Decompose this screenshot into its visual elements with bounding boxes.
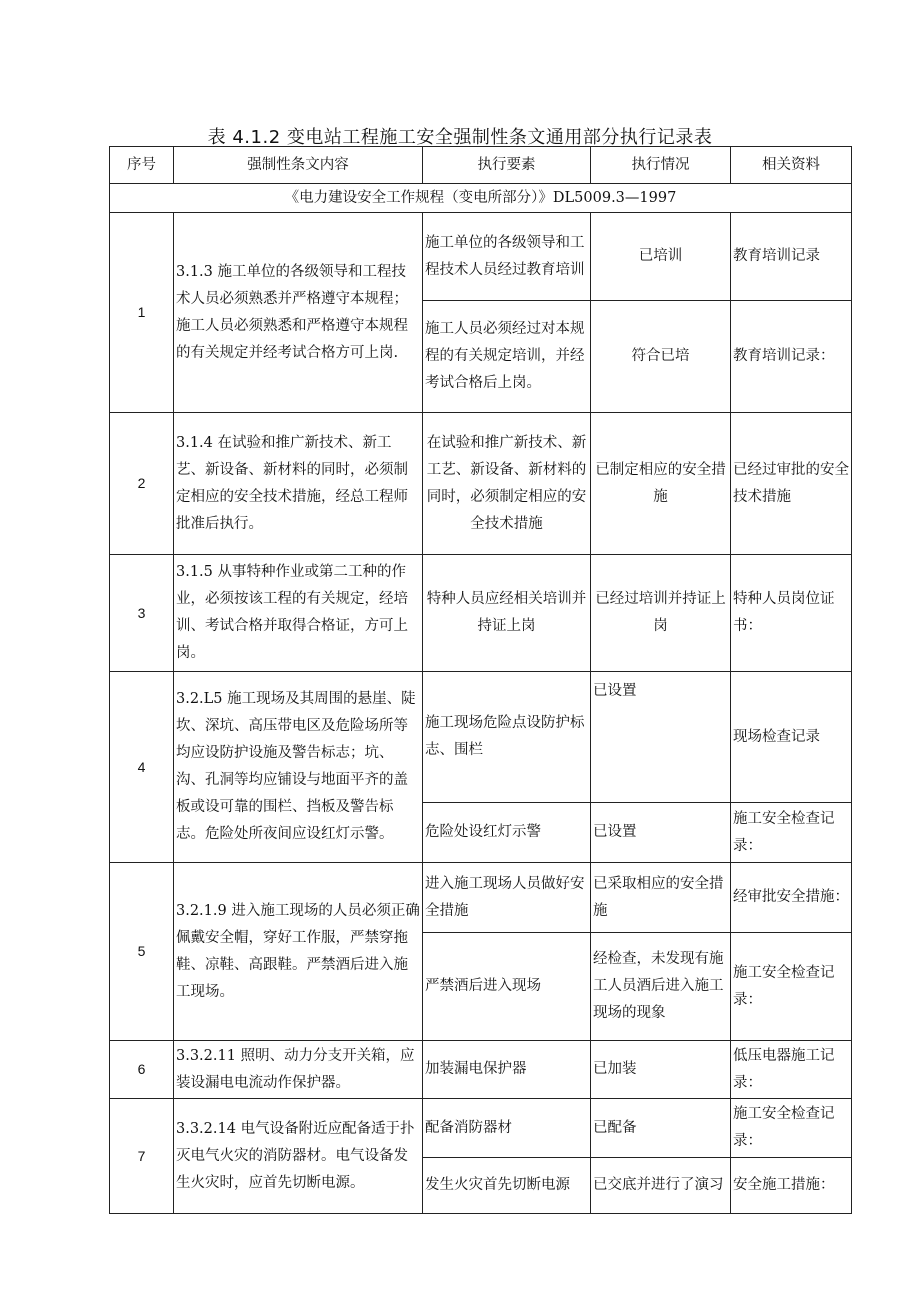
docs-cell: 经审批安全措施： bbox=[731, 863, 852, 933]
docs-cell: 施工安全检查记录： bbox=[731, 1099, 852, 1158]
element-cell: 危险处设红灯示警 bbox=[423, 803, 591, 863]
rule-text: 3.2.L5 施工现场及其周围的悬崖、陡坎、深坑、高压带电区及危险场所等均应设防护设施及警告标志；坑、沟、孔洞等均应铺设与地面平齐的盖板或设可靠的围栏、挡板及警告标志。危险处所夜间应设红灯示警。 bbox=[174, 672, 423, 863]
rule-text: 3.1.5 从事特种作业或第二工种的作业，必须按该工程的有关规定，经培训、考试合格并取得合格证，方可上岗。 bbox=[174, 555, 423, 672]
docs-cell: 现场检查记录 bbox=[731, 672, 852, 803]
docs-cell: 教育培训记录 bbox=[731, 213, 852, 301]
table-row bbox=[110, 555, 852, 672]
element-cell: 进入施工现场人员做好安全措施 bbox=[423, 863, 591, 933]
element-cell: 发生火灾首先切断电源 bbox=[423, 1158, 591, 1214]
element-cell: 加装漏电保护器 bbox=[423, 1041, 591, 1099]
element-cell: 在试验和推广新技术、新工艺、新设备、新材料的同时，必须制定相应的安全技术措施 bbox=[423, 413, 591, 555]
header-element: 执行要素 bbox=[423, 147, 591, 184]
rule-text: 3.3.2.11 照明、动力分支开关箱，应装设漏电电流动作保护器。 bbox=[174, 1041, 423, 1099]
header-no: 序号 bbox=[110, 147, 174, 184]
header-docs: 相关资料 bbox=[731, 147, 852, 184]
header-status: 执行情况 bbox=[591, 147, 731, 184]
status-cell: 已制定相应的安全措施 bbox=[591, 413, 731, 555]
row-number: 6 bbox=[110, 1041, 174, 1099]
status-cell: 已配备 bbox=[591, 1099, 731, 1158]
status-cell: 已交底并进行了演习 bbox=[591, 1158, 731, 1214]
docs-cell: 教育培训记录： bbox=[731, 301, 852, 413]
docs-cell: 施工安全检查记录： bbox=[731, 933, 852, 1041]
element-cell: 施工单位的各级领导和工程技术人员经过教育培训 bbox=[423, 213, 591, 301]
docs-cell: 特种人员岗位证书： bbox=[731, 555, 852, 672]
header-rule: 强制性条文内容 bbox=[174, 147, 423, 184]
status-cell: 经检查，未发现有施工人员酒后进入施工现场的现象 bbox=[591, 933, 731, 1041]
row-number: 1 bbox=[110, 213, 174, 413]
status-cell: 已设置 bbox=[591, 803, 731, 863]
page-title: 表 4.1.2 变电站工程施工安全强制性条文通用部分执行记录表 bbox=[207, 127, 713, 148]
record-table bbox=[109, 146, 852, 1214]
row-number: 7 bbox=[110, 1099, 174, 1214]
table-row bbox=[110, 863, 852, 933]
docs-cell: 安全施工措施： bbox=[731, 1158, 852, 1214]
header-row bbox=[110, 147, 852, 184]
element-cell: 施工现场危险点设防护标志、围栏 bbox=[423, 672, 591, 803]
rule-text: 3.1.4 在试验和推广新技术、新工艺、新设备、新材料的同时，必须制定相应的安全技术措施，经总工程师批准后执行。 bbox=[174, 413, 423, 555]
element-cell: 配备消防器材 bbox=[423, 1099, 591, 1158]
spec-title: 《电力建设安全工作规程（变电所部分）》DL5009.3—1997 bbox=[110, 184, 852, 213]
docs-cell: 低压电器施工记录： bbox=[731, 1041, 852, 1099]
rule-text: 3.2.1.9 进入施工现场的人员必须正确佩戴安全帽，穿好工作服，严禁穿拖鞋、凉鞋、高跟鞋。严禁酒后进入施工现场。 bbox=[174, 863, 423, 1041]
status-cell: 已设置 bbox=[591, 672, 731, 803]
docs-cell: 施工安全检查记录： bbox=[731, 803, 852, 863]
element-cell: 施工人员必须经过对本规程的有关规定培训，并经考试合格后上岗。 bbox=[423, 301, 591, 413]
rule-text: 3.3.2.14 电气设备附近应配备适于扑灭电气火灾的消防器材。电气设备发生火灾时，应首先切断电源。 bbox=[174, 1099, 423, 1214]
element-cell: 特种人员应经相关培训并持证上岗 bbox=[423, 555, 591, 672]
table-row bbox=[110, 1099, 852, 1158]
table-row bbox=[110, 413, 852, 555]
element-cell: 严禁酒后进入现场 bbox=[423, 933, 591, 1041]
row-number: 2 bbox=[110, 413, 174, 555]
status-cell: 已采取相应的安全措施 bbox=[591, 863, 731, 933]
rule-text: 3.1.3 施工单位的各级领导和工程技术人员必须熟悉并严格遵守本规程；施工人员必须熟悉和严格遵守本规程的有关规定并经考试合格方可上岗. bbox=[174, 213, 423, 413]
row-number: 4 bbox=[110, 672, 174, 863]
row-number: 3 bbox=[110, 555, 174, 672]
row-number: 5 bbox=[110, 863, 174, 1041]
status-cell: 已经过培训并持证上岗 bbox=[591, 555, 731, 672]
spec-row bbox=[110, 184, 852, 213]
table-row bbox=[110, 672, 852, 803]
docs-cell: 已经过审批的安全技术措施 bbox=[731, 413, 852, 555]
table-row bbox=[110, 213, 852, 301]
status-cell: 已加装 bbox=[591, 1041, 731, 1099]
status-cell: 符合已培 bbox=[591, 301, 731, 413]
table-row bbox=[110, 1041, 852, 1099]
status-cell: 已培训 bbox=[591, 213, 731, 301]
